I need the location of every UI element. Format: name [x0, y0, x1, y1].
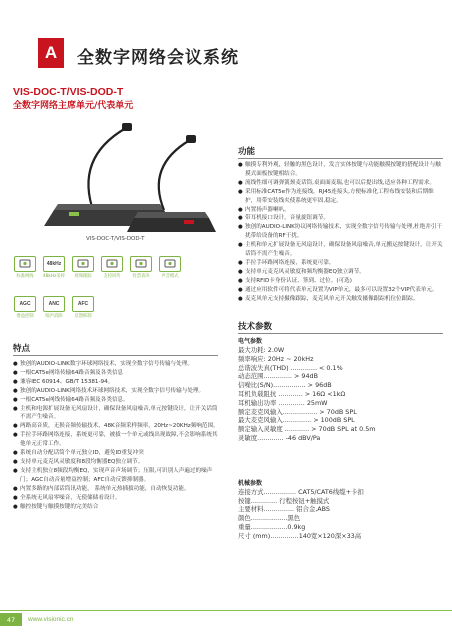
voting-badge	[129, 256, 153, 279]
feature-item: ● 采用标准CAT5e作为连接线，RJ45连接头,方便标准化工程布线安装和后期维护，用带安装线夹使系统更牢固,稳定。	[238, 188, 443, 206]
characteristic-item: ● 支持主机独立8频段均衡EQ，实现声音声场调节；压限,可识别人声遍过的噪声门；AGC自动音量增益控制；AFC自动反馈抑制器。	[13, 467, 223, 485]
characteristic-item: ● 兼容IEC 60914、GB/T 15381-94。	[13, 378, 223, 387]
icon-label: 增益控制	[16, 314, 34, 319]
icon-label: 视频跟踪	[74, 274, 92, 279]
feature-item: ● 主机和单元扩展设备无风扇设计，确保设备风扇噪音,单元搬运按键设计，让开关话筒不需产生噪音。	[238, 241, 443, 259]
electrical-list	[238, 346, 438, 443]
characteristic-item: ● 手拉手环路网络连接，系统更可靠，被拔一个单元或线出现故障,不会影响系统其他单元正常工作。	[13, 431, 223, 449]
feature-item: ● 通过应用软件可将代表单元设置为VIP单元，最多可以设置32个VIP代表单元。	[238, 286, 443, 295]
features-list	[238, 161, 443, 304]
characteristic-item: ● 一根CAT5e网线传输64路音频及各类信息。	[13, 396, 223, 405]
electrical-spec: 额定麦克风输入................. > 70dB SPL	[238, 407, 357, 416]
icon-label: 反馈抑制	[74, 314, 92, 319]
icon-label: 标准网线	[16, 274, 34, 279]
mechanical-heading: 机械参数	[238, 479, 263, 487]
mechanical-spec: 重量..................0.9kg	[238, 522, 306, 531]
mechanical-spec: 主要材料............... 铝合金,ABS	[238, 505, 330, 514]
feature-item: ● 支持单元麦克风灵敏度和频均衡器EQ独立调节。	[238, 268, 443, 277]
characteristics-heading: 特点	[13, 344, 31, 354]
product-image	[14, 118, 219, 236]
icon-label: 声音模式	[161, 274, 179, 279]
mechanical-spec: 尺寸 (mm)..............140宽×120深×33高	[238, 531, 362, 540]
sign-in-badge	[158, 256, 182, 279]
icon-label: 支持同传	[103, 274, 121, 279]
mechanical-spec: 按键............. 行程按钮+触摸式	[238, 496, 330, 505]
electrical-spec: 额定输入灵敏度 ............ > 70dB SPL at 0.5m	[238, 425, 376, 434]
section-badge: A	[38, 38, 64, 68]
tech-specs	[238, 337, 438, 541]
electrical-spec: 信噪比(S/N)................ > 96dB	[238, 381, 332, 390]
characteristic-item: ● 独创的AUDIO-LINK数字环球网络技术，实现全数字信号传输与处理。	[13, 360, 223, 369]
characteristic-item: ● 触控按键与触摸按键的完美结合	[13, 503, 223, 512]
afc-badge	[71, 296, 95, 319]
mechanical-spec: 连接方式................ CAT5/CAT6线缆+卡扣	[238, 487, 364, 496]
afc-icon: AFC	[72, 296, 94, 312]
product-subtitle: 全数字网络主席单元/代表单元	[13, 101, 134, 111]
anc-icon: ANC	[43, 296, 65, 312]
product-caption: VIS-DOC-T/VIS-DOD-T	[86, 236, 145, 242]
characteristic-item: ● 主机和电源扩展设备无风扇设计，确保设备风扇噪音,单元按键设计，让开关话筒不需产生噪音。	[13, 405, 223, 423]
sign-in-icon	[159, 256, 181, 272]
characteristics-list	[13, 360, 223, 511]
characteristic-item: ● 两路高音质，无损音频传输技术，48K音频采样频率，20Hz~20KHz频响范围。	[13, 422, 223, 431]
electrical-spec: 耳机输出功率 ............. 25mW	[238, 398, 328, 407]
electrical-spec: 频率响应: 20Hz ~ 20kHz	[238, 354, 314, 363]
icon-label: 投票表决	[132, 274, 150, 279]
characteristic-item: ● 独创的AUDIO-LINK网络技术环球网络技术，实现全数字信号传输与处理。	[13, 387, 223, 396]
electrical-spec: 最大功耗: 2.0W	[238, 346, 285, 354]
feature-item: ● 触摸专利外观，轻触的黑色设计，发言实体按键与功能触摸按键的搭配设计与触摸式面板按键相结合。	[238, 161, 443, 179]
website-link[interactable]: www.visionic.cn	[28, 616, 74, 623]
icon-label: 噪声消除	[45, 314, 63, 319]
sample-rate-badge	[42, 256, 66, 279]
network-icon	[14, 256, 36, 272]
electrical-spec: 灵敏度............. -46 dBV/Pa	[238, 433, 321, 442]
electrical-spec: 最大麦克风输入.............. > 100dB SPL	[238, 416, 355, 425]
feature-item: ● 独创的AUDIO-LINK协议网络传输技术，实现全数字信号传输与处理,杜绝并引干扰带给设备的RF干扰。	[238, 223, 443, 241]
section-title: 全数字网络会议系统	[77, 48, 239, 68]
anc-badge	[42, 296, 66, 319]
characteristic-item: ● 全系统无风扇零噪音，无使储储看设计。	[13, 494, 223, 503]
feature-item: ● 内置扬声器喇叭。	[238, 206, 443, 215]
characteristic-item: ● 内置多路的内部话筒讯功能， 系统单元热插拔功能，自动恢复功能。	[13, 485, 223, 494]
feature-item: ● 带耳机接口设计，音量旋钮调节。	[238, 214, 443, 223]
feature-item: ● 手拉手环路网络连接，系统更可靠。	[238, 259, 443, 268]
delegate-unit-illustration	[127, 135, 216, 232]
electrical-spec: 总谐波失真(THD) ............. < 0.1%	[238, 363, 343, 372]
page-number: 47	[0, 613, 22, 626]
feature-icons-row-1	[13, 256, 182, 279]
electrical-spec: 耳机负载阻抗 ............ > 16Ω <1kΩ	[238, 389, 346, 398]
voice-tracking-badge	[71, 256, 95, 279]
characteristics-divider	[13, 355, 218, 356]
feature-item: ● 麦克风单元支持摄像跟踪，麦克风单元开关触发摄像跟踪机位位跟踪。	[238, 295, 443, 304]
voice-tracking-icon	[72, 256, 94, 272]
voting-icon	[130, 256, 152, 272]
features-divider	[238, 158, 443, 159]
electrical-heading: 电气参数	[238, 338, 263, 345]
electrical-spec: 动态范围.............. > 94dB	[238, 372, 318, 381]
section-header	[0, 38, 452, 68]
feature-item: ● 支持RFID卡身份认证、签到、过位。(可选)	[238, 277, 443, 286]
characteristic-item: ● 一根CAT5e网络传输64路音频及各类信息	[13, 369, 223, 378]
feature-item: ● 流线性细可调弹簧颈麦话筒,桌面面麦瑞,也可以后提出线,适应各种工程需求。	[238, 179, 443, 188]
characteristic-item: ● 支持单元麦克风灵敏度和8段均衡器EQ独立调节。	[13, 458, 223, 467]
tech-divider	[238, 333, 443, 334]
agc-icon: AGC	[14, 296, 36, 312]
mechanical-spec: 颜色..................黑色	[238, 514, 301, 523]
footer-divider	[0, 610, 452, 611]
interpretation-icon	[101, 256, 123, 272]
mechanical-list	[238, 488, 438, 541]
icon-label: 48kHz采样	[42, 274, 66, 279]
chairman-unit-illustration	[44, 123, 174, 226]
features-heading: 功能	[238, 147, 256, 157]
feature-icons-row-2	[13, 296, 95, 319]
interpretation-badge	[100, 256, 124, 279]
characteristic-item: ● 系统自动分配话筒个单元独立ID，避免ID重复冲突	[13, 449, 223, 458]
network-badge	[13, 256, 37, 279]
tech-heading: 技术参数	[238, 322, 273, 332]
product-model: VIS-DOC-T/VIS-DOD-T	[13, 86, 124, 98]
sample-rate-icon: 48kHz	[43, 256, 65, 272]
agc-badge	[13, 296, 37, 319]
